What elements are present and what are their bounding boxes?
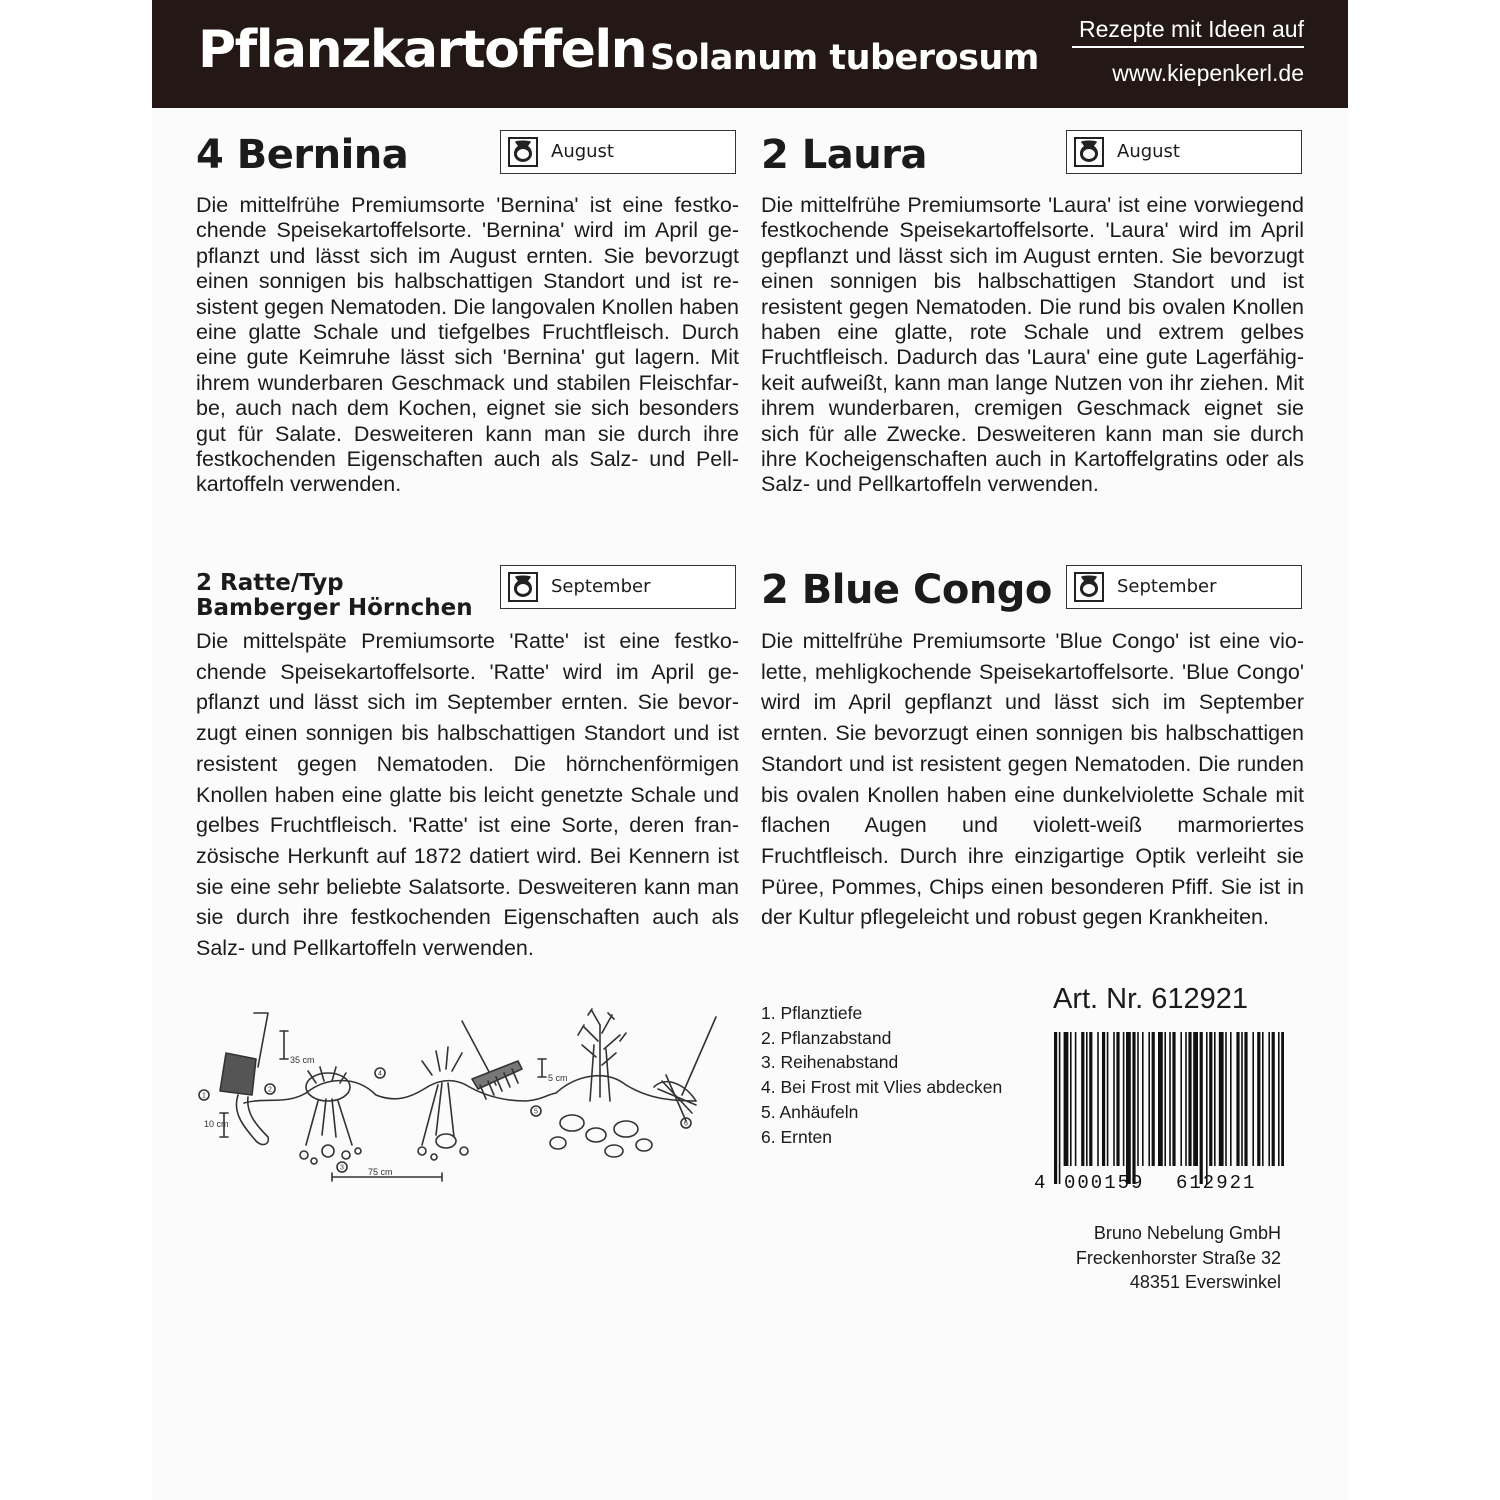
barcode-bar (1278, 1032, 1280, 1166)
street-address: Freckenhorster Straße 32 (1075, 1247, 1281, 1268)
illustration-label: 35 cm (290, 1055, 315, 1065)
barcode-bar (1137, 1032, 1139, 1166)
website-link: www.kiepenkerl.de (1112, 60, 1304, 86)
barcode-bar (1257, 1032, 1260, 1166)
illustration-label: 5 cm (548, 1073, 568, 1083)
barcode-bar (1188, 1032, 1191, 1166)
harvest-month: August (1117, 141, 1180, 162)
barcode-bar (1206, 1032, 1208, 1184)
harvest-bag-icon (1073, 136, 1105, 168)
barcode-bar (1281, 1032, 1284, 1166)
barcode-bar (1059, 1032, 1061, 1184)
barcode-bar (1180, 1032, 1182, 1166)
harvest-bag-icon (507, 571, 539, 603)
harvest-month: September (551, 576, 651, 597)
variety-heading-bernina: 4 Bernina (196, 132, 409, 178)
harvest-box (500, 130, 736, 174)
manufacturer-address (1076, 1221, 1281, 1295)
variety-description: Die mittelfrühe Premiumsorte 'Blue Congo' ist eine violette, mehligkochende Speisekartoffelsorte. 'Blue Congo' wird im April gepflanzt und lässt sich im September ernten. Sie bevorzugt einen sonnigen bis halbschattigen Standort und ist resistent gegen Nematoden. Die runden bis ovalen Knollen haben eine dunkelviolette Schale mit flachen Augen und violett-weiß marmoriertes Fruchtfleisch. Durch ihre einzigartige Optik verleiht sie Püree, Pommes, Chips einen besonderen Pfiff. Sie ist in der Kultur pflegeleicht und robust gegen Krankheiten. (761, 629, 1304, 930)
barcode-bar (1214, 1032, 1216, 1166)
barcode-bar (1262, 1032, 1264, 1166)
barcode-digits-left: 000159 (1064, 1172, 1145, 1194)
barcode-bar (1064, 1032, 1069, 1166)
article-number: Art. Nr. 612921 (1053, 983, 1249, 1015)
barcode-bar (1172, 1032, 1175, 1166)
variety-description: Die mittelfrühe Premiumsorte 'Bernina' ist eine festkochende Speisekartoffelsorte. 'Bernina' wird im April gepflanzt und lässt sich im August ernten. Sie bevorzugt einen sonnigen bis halbschattigen Standort und ist resistent gegen Nematoden. Die langovalen Knollen haben eine glatte Schale und tiefgelbes Fruchtfleisch. Durch eine gute Keimruhe lässt sich 'Bernina' gut lagern. Mit ihrem wunderbaren Geschmack und stabilen Fleischfarbe, auch nach dem Kochen, eignet sie sich besonders gut für Salate. Desweiteren kann man sie durch ihre festkochenden Eigenschaften auch als Salz- und Pellkartoffeln verwenden. (196, 193, 739, 497)
harvest-box (500, 565, 736, 609)
company-name: Bruno Nebelung GmbH (1093, 1223, 1281, 1243)
barcode-bar (1086, 1032, 1088, 1166)
barcode-bar (1244, 1032, 1247, 1166)
product-title: Pflanzkartoffeln (198, 20, 647, 80)
barcode-bar (1225, 1032, 1227, 1166)
barcode-bar (1169, 1032, 1171, 1166)
variety-heading-laura: 2 Laura (761, 132, 927, 178)
barcode-bar (1070, 1032, 1072, 1166)
recipes-label: Rezepte mit Ideen auf (1072, 14, 1304, 48)
barcode-bar (1230, 1032, 1232, 1166)
botanical-name: Solanum tuberosum (650, 38, 1039, 78)
barcode (1032, 1030, 1284, 1195)
illustration-label: 10 cm (204, 1119, 229, 1129)
potato-planting-steps-illustration (196, 1005, 736, 1185)
barcode-bar (1252, 1032, 1254, 1166)
barcode-bar (1107, 1032, 1109, 1166)
barcode-bar (1219, 1032, 1224, 1166)
barcode-bar (1075, 1032, 1077, 1166)
barcode-bar (1268, 1032, 1270, 1166)
barcode-bar (1097, 1032, 1099, 1166)
list-item: 5. Anhäufeln (761, 1101, 859, 1122)
barcode-bar (1089, 1032, 1092, 1166)
barcode-bar (1236, 1032, 1239, 1166)
harvest-bag-icon (507, 136, 539, 168)
list-item: 1. Pflanztiefe (761, 1003, 863, 1023)
harvest-month: September (1117, 576, 1217, 597)
variety-heading-blue-congo: 2 Blue Congo (761, 567, 1052, 613)
harvest-month: August (551, 141, 614, 162)
barcode-bar (1152, 1032, 1155, 1166)
barcode-bar (1185, 1032, 1187, 1166)
barcode-bar (1200, 1032, 1203, 1184)
barcode-bar (1158, 1032, 1163, 1166)
barcode-bar (1132, 1032, 1135, 1184)
barcode-bar (1113, 1032, 1115, 1166)
list-item: 3. Reihenabstand (761, 1052, 899, 1073)
barcode-bar (1102, 1032, 1105, 1166)
header-bar (152, 0, 1348, 108)
barcode-bar (1272, 1032, 1275, 1166)
barcode-bar (1209, 1032, 1212, 1166)
barcode-digit-prefix: 4 (1034, 1172, 1046, 1194)
barcode-bar (1081, 1032, 1084, 1166)
barcode-bar (1241, 1032, 1243, 1166)
harvest-bag-icon (1073, 571, 1105, 603)
barcode-bar (1193, 1032, 1198, 1166)
variety-description: Die mittelspäte Premiumsorte 'Ratte' ist eine festkochende Speisekartoffelsorte. 'Ratte' wird im April gepflanzt und lässt sich im September ernten. Sie bevorzugt einen sonnigen bis halbschattigen Standort und ist resistent gegen Nematoden. Die hörnchenförmigen Knollen haben eine glatte bis leicht genetzte Schale und gelbes Fruchtfleisch. 'Ratte' ist eine Sorte, deren französische Herkunft auf 1872 datiert wird. Bei Kennern ist sie eine sehr beliebte Salatsorte. Desweiteren kann man sie durch ihre festkochenden Eigenschaften auch als Salz- und Pellkartoffeln verwenden. (196, 629, 739, 961)
list-item: 4. Bei Frost mit Vlies abdecken (761, 1077, 1003, 1098)
harvest-box (1066, 130, 1302, 174)
step-number: 4 (378, 1070, 382, 1078)
barcode-bar (1116, 1032, 1119, 1166)
step-number: 3 (340, 1164, 344, 1172)
barcode-bar (1054, 1032, 1057, 1184)
barcode-bar (1164, 1032, 1166, 1166)
list-item: 2. Pflanzabstand (761, 1027, 892, 1048)
planting-steps-list (761, 1001, 1002, 1149)
step-number: 6 (684, 1120, 688, 1128)
variety-description: Die mittelfrühe Premiumsorte 'Laura' ist eine vorwiegend festkochende Speisekartoffelsorte. 'Laura' wird im April gepflanzt und lässt sich im August ernten. Sie bevorzugt einen sonnigen bis halbschattigen Standort und ist resistent gegen Nematoden. Die rund bis ovalen Knollen haben eine glatte, rote Schale und extrem gelbes Fruchtfleisch. Dadurch das 'Laura' eine gute Lagerfähigkeit aufweißt, kann man lange Nutzen von ihr ziehen. Mit ihrem wunderbaren, cremigen Geschmack eignet sie sich für alle Zwecke. Desweiteren kann man sie durch ihre Kocheigenschaften auch in Kartoffelgratins oder als Salz- und Pellkartoffeln verwenden. (761, 193, 1304, 497)
step-number: 1 (202, 1092, 206, 1100)
barcode-bar (1126, 1032, 1131, 1184)
step-number: 5 (534, 1108, 538, 1116)
city-address: 48351 Everswinkel (1129, 1272, 1281, 1292)
barcode-bar (1142, 1032, 1144, 1166)
harvest-box (1066, 565, 1302, 609)
list-item: 6. Ernten (761, 1126, 833, 1147)
step-number: 2 (268, 1086, 272, 1094)
barcode-bar (1123, 1032, 1125, 1166)
barcode-digits-right: 612921 (1176, 1172, 1257, 1194)
illustration-label: 75 cm (368, 1167, 393, 1177)
barcode-bar (1148, 1032, 1150, 1166)
variety-heading-ratte: 2 Ratte/Typ Bamberger Hörnchen (196, 570, 473, 621)
